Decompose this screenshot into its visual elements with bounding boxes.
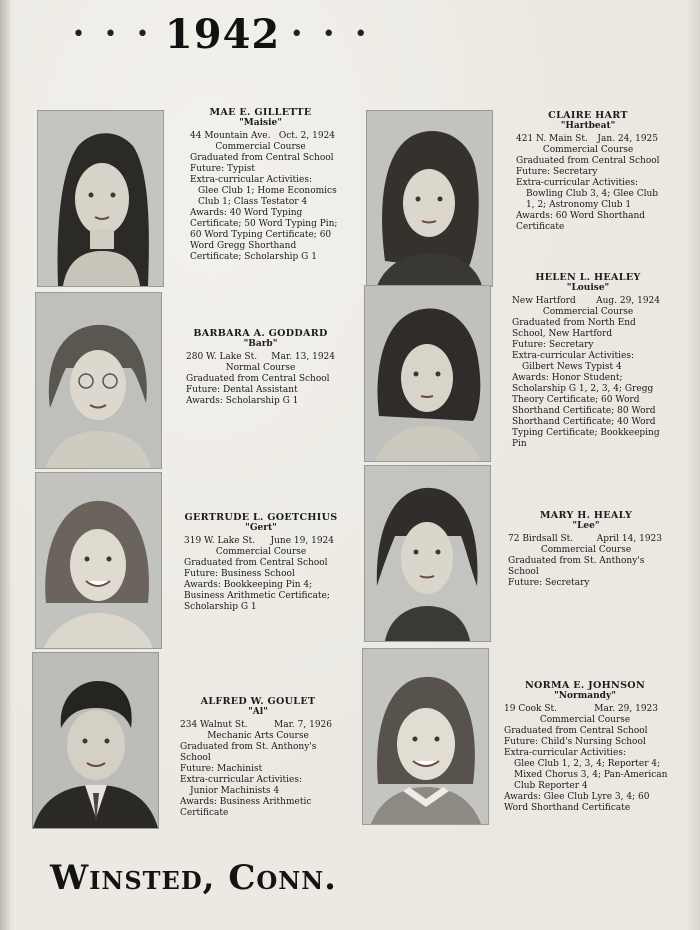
- student-graduated: Graduated from Central School: [504, 726, 648, 736]
- student-nickname: "Barb": [243, 339, 278, 349]
- student-name: NORMA E. JOHNSON: [524, 680, 646, 691]
- student-graduated: Graduated from North End School, New Hartford: [512, 318, 636, 339]
- student-photo-gillette: [37, 110, 164, 287]
- student-graduated: Graduated from Central School: [516, 156, 660, 166]
- student-name: MARY H. HEALY: [539, 510, 633, 521]
- student-nickname: "Hartbeat": [560, 121, 616, 131]
- student-name: HELEN L. HEALEY: [535, 272, 641, 283]
- student-course: Mechanic Arts Course: [207, 731, 309, 741]
- student-awards: Awards: Business Arithmetic Certificate: [180, 797, 312, 818]
- student-activities-label: Extra-curricular Activities:: [504, 748, 627, 758]
- header-dots-right: • • •: [290, 21, 374, 47]
- student-birthdate: Mar. 29, 1923: [594, 704, 658, 714]
- student-nickname: "Al": [248, 707, 268, 717]
- student-address-line: [506, 296, 670, 307]
- student-photo-goetchius: [35, 472, 162, 649]
- student-entry-healy: [506, 510, 666, 589]
- student-photo-healey: [364, 285, 491, 462]
- student-activities-label: Extra-curricular Activities:: [190, 175, 313, 185]
- student-address: 72 Birdsall St.: [508, 534, 574, 544]
- student-name: GERTRUDE L. GOETCHIUS: [184, 512, 338, 523]
- student-photo-goddard: [35, 292, 162, 469]
- student-entry-goetchius: [176, 512, 346, 613]
- student-address: 234 Walnut St.: [180, 720, 248, 730]
- student-address-line: [178, 352, 343, 363]
- student-birthdate: Jan. 24, 1925: [597, 134, 658, 144]
- student-photo-healy: [364, 465, 491, 642]
- student-activities: Gilbert News Typist 4: [522, 362, 622, 372]
- student-nickname: "Normandy": [554, 691, 616, 701]
- student-address: 44 Mountain Ave.: [190, 131, 271, 141]
- student-address-line: [506, 534, 666, 545]
- student-graduated: Graduated from Central School: [190, 153, 334, 163]
- student-nickname: "Louise": [566, 283, 610, 293]
- student-entry-goddard: [178, 328, 343, 407]
- student-future: Future: Business School: [184, 569, 295, 579]
- student-entry-goulet: [178, 696, 338, 819]
- student-future: Future: Secretary: [508, 578, 590, 588]
- student-birthdate: Oct. 2, 1924: [278, 131, 335, 141]
- student-entry-johnson: [502, 680, 668, 814]
- student-course: Commercial Course: [215, 142, 306, 152]
- page-year: 1942: [164, 10, 281, 58]
- page-header: [72, 8, 373, 60]
- student-activities: Bowling Club 3, 4; Glee Club 1, 2; Astronomy Club 1: [526, 189, 659, 210]
- header-dots-left: • • •: [72, 21, 155, 47]
- student-entry-healey: [506, 272, 670, 450]
- student-address-line: [178, 131, 343, 142]
- student-awards: Awards: Glee Club Lyre 3, 4; 60 Word Shorthand Certificate: [504, 792, 650, 813]
- student-course: Commercial Course: [539, 715, 631, 725]
- student-address: 319 W. Lake St.: [184, 536, 256, 546]
- student-awards: Awards: Bookkeeping Pin 4; Business Arithmetic Certificate; Scholarship G 1: [184, 580, 330, 612]
- student-nickname: "Gert": [245, 523, 277, 533]
- student-course: Commercial Course: [215, 547, 307, 557]
- student-name: CLAIRE HART: [548, 110, 628, 121]
- student-activities: Glee Club 1; Home Economics Club 1; Class Testator 4: [198, 186, 337, 207]
- student-course: Commercial Course: [542, 145, 634, 155]
- student-name: BARBARA A. GODDARD: [193, 328, 328, 339]
- student-birthdate: April 14, 1923: [596, 534, 662, 544]
- student-awards: Awards: Scholarship G 1: [186, 396, 299, 406]
- student-entry-hart: [508, 110, 668, 233]
- student-address: 19 Cook St.: [504, 704, 557, 714]
- student-address-line: [178, 720, 338, 731]
- student-address-line: [502, 704, 668, 715]
- student-activities-label: Extra-curricular Activities:: [516, 178, 639, 188]
- student-address: 421 N. Main St.: [516, 134, 588, 144]
- student-activities-label: Extra-curricular Activities:: [512, 351, 635, 361]
- student-future: Future: Machinist: [180, 764, 263, 774]
- student-graduated: Graduated from St. Anthony's School: [508, 556, 645, 577]
- student-graduated: Graduated from St. Anthony's School: [180, 742, 317, 763]
- student-graduated: Graduated from Central School: [186, 374, 330, 384]
- student-address: 280 W. Lake St.: [186, 352, 258, 362]
- student-entry-gillette: [178, 107, 343, 263]
- student-future: Future: Dental Assistant: [186, 385, 298, 395]
- student-birthdate: June 19, 1924: [270, 536, 334, 546]
- student-photo-goulet: [32, 652, 159, 829]
- student-activities-label: Extra-curricular Activities:: [180, 775, 303, 785]
- student-nickname: "Maisie": [239, 118, 282, 128]
- student-awards: Awards: 60 Word Shorthand Certificate: [516, 211, 646, 232]
- student-activities: Junior Machinists 4: [190, 786, 280, 796]
- student-awards: Awards: 40 Word Typing Certificate; 50 Word Typing Pin; 60 Word Typing Certificate; 60 Word Gregg Shorthand Certificate; Scholarship G 1: [190, 208, 338, 262]
- student-course: Commercial Course: [542, 307, 634, 317]
- student-future: Future: Secretary: [516, 167, 598, 177]
- student-nickname: "Lee": [572, 521, 600, 531]
- student-birthdate: Mar. 7, 1926: [274, 720, 332, 730]
- page-footer-title: Winsted, Conn.: [50, 858, 337, 898]
- student-address: New Hartford: [512, 296, 576, 306]
- page-spine: [0, 0, 10, 930]
- student-future: Future: Secretary: [512, 340, 594, 350]
- student-activities: Glee Club 1, 2, 3, 4; Reporter 4; Mixed Chorus 3, 4; Pan-American Club Reporter 4: [514, 759, 668, 791]
- student-future: Future: Child's Nursing School: [504, 737, 646, 747]
- student-address-line: [508, 134, 668, 145]
- student-photo-johnson: [362, 648, 489, 825]
- student-future: Future: Typist: [190, 164, 255, 174]
- student-course: Normal Course: [225, 363, 296, 373]
- student-name: ALFRED W. GOULET: [200, 696, 316, 707]
- student-awards: Awards: Honor Student; Scholarship G 1, 2, 3, 4; Gregg Theory Certificate; 60 Word Shorthand Certificate; 80 Word Shorthand Certificate; 40 Word Typing Certificate; Bookkeeping Pin: [512, 373, 660, 449]
- student-photo-hart: [366, 110, 493, 287]
- student-course: Commercial Course: [540, 545, 632, 555]
- student-birthdate: Aug. 29, 1924: [596, 296, 660, 306]
- student-name: MAE E. GILLETTE: [209, 107, 312, 118]
- student-graduated: Graduated from Central School: [184, 558, 328, 568]
- student-birthdate: Mar. 13, 1924: [271, 352, 335, 362]
- student-address-line: [176, 536, 346, 547]
